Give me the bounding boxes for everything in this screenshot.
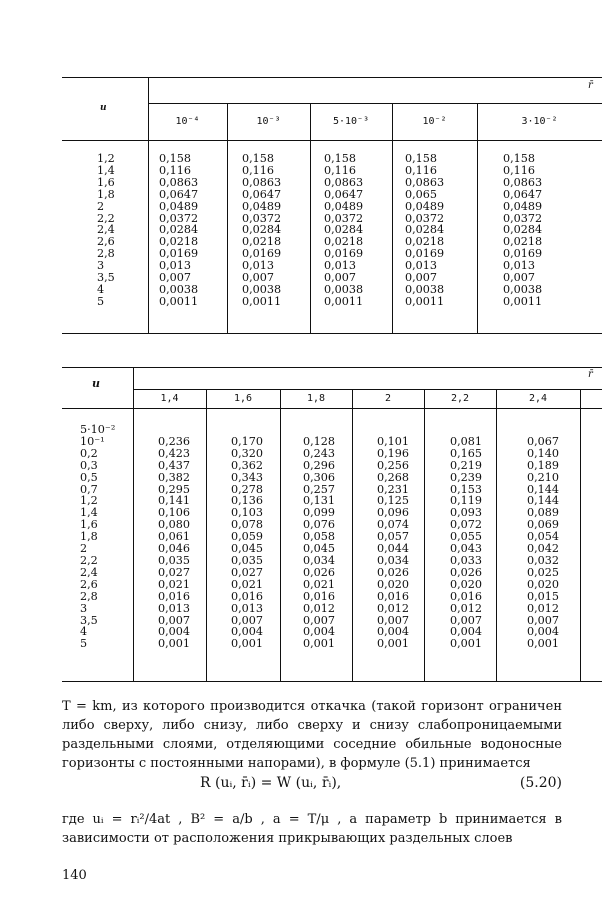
table-1-cell: 0,0863: [159, 175, 199, 189]
table-2-cell: 0,004: [527, 625, 560, 639]
table-1-col-header: 10⁻⁴: [175, 116, 200, 127]
table-2-cell: 0,081: [450, 434, 483, 448]
table-2-cell: 0,141: [158, 494, 191, 508]
table-2-cell: 0,007: [231, 613, 264, 627]
table-2-vline: [352, 389, 353, 681]
body-paragraph-2: где uᵢ = rᵢ²/4at , B² = a/b , a = T/μ , а параметр b принимается в зависимости от расположения прикрывающих раздельных слоев: [62, 812, 562, 846]
table-1-cell: 0,116: [405, 163, 438, 177]
table-2-cell: 0,001: [377, 637, 410, 651]
table-2-u-cell: 1,4: [80, 506, 98, 520]
table-1-u-cell: 1,8: [97, 187, 115, 201]
table-2-cell: 0,423: [158, 446, 191, 460]
table-2-col-header: 2,4: [528, 393, 548, 404]
table-1-u-cell: 2,6: [97, 235, 115, 249]
table-2-cell: 0,189: [527, 458, 560, 472]
table-2-cell: 0,103: [231, 506, 264, 520]
table-2-cell: 0,362: [231, 458, 264, 472]
table-2-cell: 0,016: [450, 589, 483, 603]
table-2-cell: 0,268: [377, 470, 410, 484]
table-1-cell: 0,116: [242, 163, 275, 177]
table-1-cell: 0,116: [159, 163, 192, 177]
table-1-cell: 0,007: [159, 271, 192, 285]
table-2-cell: 0,096: [377, 506, 410, 520]
table-2-cell: 0,032: [527, 553, 560, 567]
table-1-top-rule: [62, 77, 602, 78]
table-2-cell: 0,004: [231, 625, 264, 639]
table-2-cell: 0,004: [303, 625, 336, 639]
table-2-cell: 0,257: [303, 482, 336, 496]
table-1-cell: 0,0372: [324, 211, 364, 225]
table-1-cell: 0,158: [324, 152, 357, 165]
table-2-cell: 0,128: [303, 434, 336, 448]
table-2-cell: 0,140: [527, 446, 560, 460]
table-1-cell: 0,0489: [242, 199, 282, 213]
table-2-cell: 0,131: [303, 494, 336, 508]
table-1-cell: 0,0489: [159, 199, 199, 213]
table-2-col-header: 1,4: [160, 393, 179, 404]
table-1-cell: 0,0647: [324, 187, 364, 201]
table-1-cell: 0,0169: [242, 247, 282, 261]
table-2-cell: 0,320: [231, 446, 264, 460]
table-1-cell: 0,0218: [159, 235, 199, 249]
table-2-cell: 0,012: [377, 601, 410, 615]
table-2-cell: 0,021: [231, 577, 264, 591]
table-2-value-column: [527, 424, 559, 650]
table-2-cell: 0,001: [231, 637, 264, 651]
table-1-u-cell: 5: [97, 294, 105, 308]
table-1-cell: 0,0489: [503, 199, 543, 213]
table-2-cell: 0,004: [377, 625, 410, 639]
table-2-col-header: 2: [384, 393, 392, 404]
table-2-cell: 0,343: [231, 470, 264, 484]
table-1-cell: 0,065: [405, 187, 438, 201]
table-1-u-cell: 3: [97, 259, 105, 273]
table-1-cell: 0,007: [242, 271, 275, 285]
table-1-u-cell: 1,4: [97, 163, 115, 177]
table-2-u-cell: 1,6: [80, 518, 98, 532]
table-2-cell: 0,004: [450, 625, 483, 639]
table-2-cell: 0,021: [303, 577, 336, 591]
table-1-value-column: [503, 153, 542, 308]
table-2-cell: 0,078: [231, 518, 264, 532]
table-2-cell: 0,046: [158, 542, 191, 556]
table-1-cell: 0,0011: [324, 294, 364, 308]
formula-expression: R (uᵢ, r̄ᵢ) = W (uᵢ, r̄ᵢ),: [200, 775, 342, 791]
table-2-cell: 0,125: [377, 494, 410, 508]
table-2-cell: 0,013: [158, 601, 191, 615]
table-2-vline: [580, 389, 581, 681]
table-2-u-cell: 1,8: [80, 530, 98, 544]
table-1-cell: 0,013: [324, 259, 357, 273]
table-2-cell: 0,057: [377, 530, 410, 544]
table-1-col-header: 10⁻³: [256, 116, 281, 127]
table-2-cell: 0,035: [158, 553, 191, 567]
table-1-cell: 0,0284: [503, 223, 543, 237]
table-2-cell: 0,012: [527, 601, 560, 615]
table-1-cell: 0,0038: [324, 282, 364, 296]
table-2-value-column: [377, 424, 409, 650]
table-2-cell: 0,001: [450, 637, 483, 651]
table-1-cell: 0,0011: [503, 294, 543, 308]
table-2-cell: 0,001: [158, 637, 191, 651]
table-2-cell: 0,021: [158, 577, 191, 591]
table-2-top-rule: [62, 367, 602, 368]
table-2-cell: 0,106: [158, 506, 191, 520]
table-1-cell: 0,0284: [159, 223, 199, 237]
table-2-cell: 0,210: [527, 470, 560, 484]
table-1-cell: 0,158: [405, 152, 438, 165]
table-2-cell: 0,295: [158, 482, 191, 496]
table-2-cell: 0,219: [450, 458, 483, 472]
table-2-cell: 0,007: [303, 613, 336, 627]
table-2-cell: 0,239: [450, 470, 483, 484]
table-2-cell: 0,165: [450, 446, 483, 460]
body-paragraph-1: T = km, из которого производится откачка (такой горизонт ограничен либо сверху, либо снизу, либо сверху и снизу слабопроницаемыми раздельными слоями, отделяющими соседние обильные водоносные горизонты с постоянными напорами), в формуле (5.1) принимается: [62, 699, 562, 771]
table-2-cell: 0,055: [450, 530, 483, 544]
table-1-cell: 0,007: [405, 271, 438, 285]
table-1-cell: 0,0218: [503, 235, 543, 249]
table-1-cell: 0,0863: [324, 175, 364, 189]
table-1-u-cell: 2,8: [97, 247, 115, 261]
table-2-u-cell: 5·10⁻²: [80, 423, 116, 436]
table-1-u-cell: 3,5: [97, 271, 115, 285]
table-1-col-header: 5·10⁻³: [332, 116, 370, 127]
table-2-cell: 0,034: [303, 553, 336, 567]
table-2-cell: 0,020: [450, 577, 483, 591]
table-1-cell: 0,0863: [503, 175, 543, 189]
table-2-cell: 0,007: [377, 613, 410, 627]
table-2-cell: 0,296: [303, 458, 336, 472]
table-2-cell: 0,256: [377, 458, 410, 472]
table-2-value-column: [450, 424, 482, 650]
table-2-cell: 0,278: [231, 482, 264, 496]
table-2-u-cell: 1,2: [80, 494, 98, 508]
table-2-u-cell: 4: [80, 625, 88, 639]
table-1-u-cell: 1,6: [97, 175, 115, 189]
table-2-cell: 0,072: [450, 518, 483, 532]
table-1-cell: 0,0372: [405, 211, 445, 225]
table-2-cell: 0,027: [231, 565, 264, 579]
table-2-cell: 0,044: [377, 542, 410, 556]
table-1-cell: 0,0218: [405, 235, 445, 249]
table-2-col-header: 1,6: [233, 393, 253, 404]
table-1-cell: 0,0647: [503, 187, 543, 201]
table-1-cell: 0,0372: [242, 211, 282, 225]
table-2-cell: 0,089: [527, 506, 560, 520]
table-1-cell: 0,0218: [324, 235, 364, 249]
table-1-cell: 0,0038: [159, 282, 199, 296]
table-2-group-rule: [133, 389, 602, 390]
table-2-cell: 0,054: [527, 530, 560, 544]
table-2-cell: 0,015: [527, 589, 560, 603]
table-2-cell: 0,119: [450, 494, 483, 508]
table-1-vline: [477, 103, 478, 333]
table-2-cell: 0,231: [377, 482, 410, 496]
table-2-value-column: [231, 424, 263, 650]
table-2-cell: 0,020: [527, 577, 560, 591]
table-2-cell: 0,007: [527, 613, 560, 627]
table-2-u-cell: 3,5: [80, 613, 98, 627]
table-2-bottom-rule: [62, 681, 602, 682]
table-1-cell: 0,013: [503, 259, 536, 273]
table-1-cell: 0,0169: [159, 247, 199, 261]
table-1-cell: 0,007: [324, 271, 357, 285]
table-2-cell: 0,001: [527, 637, 560, 651]
table-2-cell: 0,034: [377, 553, 410, 567]
table-2-u-cell: 3: [80, 601, 88, 615]
table-2-cell: 0,144: [527, 494, 560, 508]
table-1-cell: 0,0372: [159, 211, 199, 225]
table-2-value-column: [158, 424, 190, 650]
table-1-cell: 0,0647: [159, 187, 199, 201]
table-2-cell: 0,016: [158, 589, 191, 603]
table-1-cell: 0,013: [159, 259, 192, 273]
table-1-vline: [310, 103, 311, 333]
table-1-cell: 0,0169: [503, 247, 543, 261]
table-2-cell: 0,043: [450, 542, 483, 556]
table-2-vline: [424, 389, 425, 681]
table-1-cell: 0,0284: [324, 223, 364, 237]
table-1-cell: 0,116: [324, 163, 357, 177]
table-1-cell: 0,0218: [242, 235, 282, 249]
table-2-cell: 0,016: [303, 589, 336, 603]
table-1-cell: 0,0647: [242, 187, 282, 201]
table-2-u-cell: 2,8: [80, 589, 98, 603]
table-1-bottom-rule: [62, 333, 602, 334]
table-2-cell: 0,012: [450, 601, 483, 615]
table-1-cell: 0,0011: [242, 294, 282, 308]
table-2-u-cell: 0,2: [80, 446, 98, 460]
table-2-u-column: [80, 424, 115, 650]
table-1-u-cell: 1,2: [97, 152, 115, 165]
table-1-u-cell: 2,4: [97, 223, 115, 237]
table-1-cell: 0,0038: [405, 282, 445, 296]
table-2-cell: 0,026: [377, 565, 410, 579]
table-1-group-rule: [148, 103, 602, 104]
table-1-cell: 0,007: [503, 271, 536, 285]
table-2-cell: 0,093: [450, 506, 483, 520]
table-2-u-cell: 2,4: [80, 565, 98, 579]
table-1-cell: 0,013: [405, 259, 438, 273]
table-2-cell: 0,012: [303, 601, 336, 615]
table-2-col-header: 2,2: [450, 393, 470, 404]
table-2-u-cell: 0,5: [80, 470, 98, 484]
page-number: 140: [62, 868, 87, 883]
formula-number: (5.20): [519, 775, 562, 791]
table-1-cell: 0,158: [503, 152, 536, 165]
table-2-cell: 0,059: [231, 530, 264, 544]
table-1-vline: [227, 103, 228, 333]
table-2-vline: [133, 367, 134, 681]
table-1-u-cell: 2,2: [97, 211, 115, 225]
table-2-cell: 0,069: [527, 518, 560, 532]
table-2-cell: 0,025: [527, 565, 560, 579]
table-1-value-column: [242, 153, 281, 308]
table-2-cell: 0,144: [527, 482, 560, 496]
table-1-cell: 0,0284: [405, 223, 445, 237]
table-2-cell: 0,382: [158, 470, 191, 484]
table-2-cell: 0,020: [377, 577, 410, 591]
table-2-u-cell: 0,7: [80, 482, 98, 496]
table-1-cell: 0,0011: [405, 294, 445, 308]
table-2-vline: [206, 389, 207, 681]
table-1-value-column: [324, 153, 363, 308]
table-2-cell: 0,067: [527, 434, 560, 448]
table-2-cell: 0,016: [377, 589, 410, 603]
table-1-cell: 0,0169: [324, 247, 364, 261]
table-2-u-cell: 2: [80, 542, 88, 556]
table-1-cell: 0,0169: [405, 247, 445, 261]
table-2-cell: 0,004: [158, 625, 191, 639]
table-1-col-header: 3·10⁻²: [521, 116, 558, 127]
table-1-cell: 0,0372: [503, 211, 543, 225]
table-2-cell: 0,153: [450, 482, 483, 496]
formula-5-20: [200, 775, 562, 791]
table-2-cell: 0,306: [303, 470, 336, 484]
table-1-u-cell: 2: [97, 199, 105, 213]
table-2-u-cell: 5: [80, 637, 88, 651]
table-2-cell: 0,007: [158, 613, 191, 627]
table-2-cell: 0,437: [158, 458, 191, 472]
table-2-col-header: 1,8: [306, 393, 326, 404]
table-2-value-column: [303, 424, 335, 650]
table-1-vline: [392, 103, 393, 333]
table-2-vline: [280, 389, 281, 681]
table-2-cell: 0,236: [158, 434, 191, 448]
table-2-cell: 0,243: [303, 446, 336, 460]
table-2-cell: 0,076: [303, 518, 336, 532]
table-2-cell: 0,035: [231, 553, 264, 567]
table-2-cell: 0,136: [231, 494, 264, 508]
table-1-cell: 0,158: [242, 152, 275, 165]
table-2-u-cell: 0,3: [80, 458, 98, 472]
table-2-vline: [496, 389, 497, 681]
table-1-cell: 0,116: [503, 163, 536, 177]
table-2-header-rule: [62, 408, 602, 409]
table-1-header-rule: [62, 140, 602, 141]
table-2-u-cell: 2,2: [80, 553, 98, 567]
table-2-cell: 0,196: [377, 446, 410, 460]
table-1-row-header: u: [100, 103, 107, 113]
table-2-cell: 0,058: [303, 530, 336, 544]
table-2-cell: 0,101: [377, 434, 410, 448]
table-2-cell: 0,170: [231, 434, 264, 448]
table-2-cell: 0,045: [231, 542, 264, 556]
table-2-cell: 0,016: [231, 589, 264, 603]
table-1-cell: 0,0038: [242, 282, 282, 296]
table-1-cell: 0,0489: [324, 199, 364, 213]
table-1-u-cell: 4: [97, 282, 105, 296]
table-2-cell: 0,026: [303, 565, 336, 579]
table-2-cell: 0,099: [303, 506, 336, 520]
table-2-cell: 0,027: [158, 565, 191, 579]
table-2-cell: 0,074: [377, 518, 410, 532]
table-1-cell: 0,0489: [405, 199, 445, 213]
table-2-u-cell: 10⁻¹: [80, 434, 105, 448]
table-1-col-header: 10⁻²: [422, 116, 447, 127]
table-2-cell: 0,080: [158, 518, 191, 532]
table-1-cell: 0,013: [242, 259, 275, 273]
table-1-cell: 0,0038: [503, 282, 543, 296]
table-2-cell: 0,061: [158, 530, 191, 544]
table-2-cell: 0,001: [303, 637, 336, 651]
table-2-cell: 0,013: [231, 601, 264, 615]
table-1-value-column: [405, 153, 444, 308]
table-2-group-header: r̄: [588, 369, 593, 380]
table-1-value-column: [159, 153, 198, 308]
table-2-cell: 0,042: [527, 542, 560, 556]
table-1-cell: 0,0011: [159, 294, 199, 308]
table-1-group-header: r̄: [588, 80, 593, 91]
table-1-cell: 0,0863: [405, 175, 445, 189]
table-1-u-column: [97, 153, 115, 308]
table-2-cell: 0,026: [450, 565, 483, 579]
table-2-cell: 0,007: [450, 613, 483, 627]
table-1-cell: 0,158: [159, 152, 192, 165]
table-2-u-cell: 2,6: [80, 577, 98, 591]
table-2-cell: 0,033: [450, 553, 483, 567]
table-1-cell: 0,0863: [242, 175, 282, 189]
table-2-row-header: u: [92, 377, 100, 390]
table-1-cell: 0,0284: [242, 223, 282, 237]
table-2-cell: 0,045: [303, 542, 336, 556]
